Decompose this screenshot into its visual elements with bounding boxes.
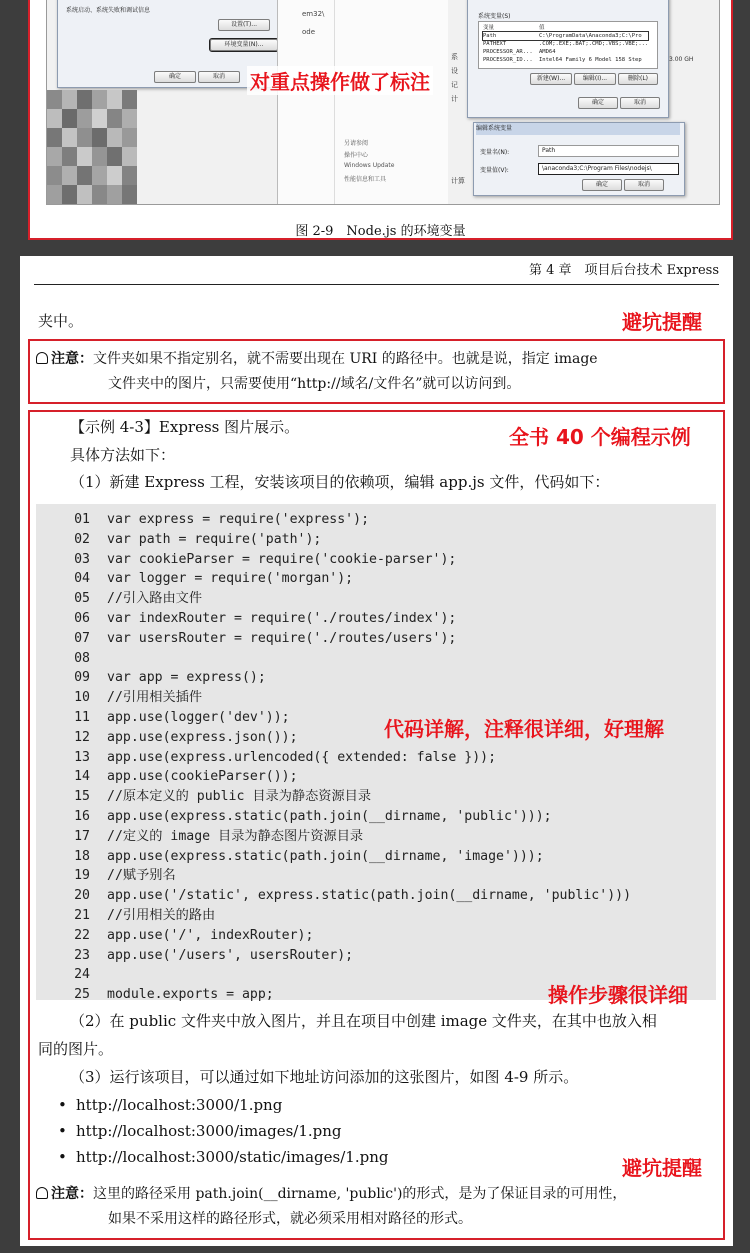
note-1 (36, 347, 720, 397)
cancel-button[interactable]: 取消 (624, 179, 664, 191)
line-number: 25 (74, 987, 90, 1003)
explorer-panel (277, 0, 448, 204)
url-item[interactable]: • http://localhost:3000/1.png (76, 1096, 282, 1114)
line-number: 21 (74, 908, 90, 923)
code-line (36, 629, 456, 649)
code-text: app.use('/', indexRouter); (107, 927, 314, 943)
note-line: 如果不采用这样的路径形式，就必须采用相对路径的形式。 (108, 1211, 472, 1227)
code-line (36, 827, 363, 847)
code-detail-annotation: 代码详解，注释很详细，好理解 (384, 717, 664, 741)
figure-page (28, 0, 733, 240)
step-1: （1）新建 Express 工程，安装该项目的依赖项，编辑 app.js 文件，代码如下： (70, 473, 610, 491)
env-row[interactable]: PROCESSOR_AR... AMD64 (483, 49, 556, 55)
new-button[interactable]: 新建(W)... (530, 73, 572, 85)
line-number: 23 (74, 947, 90, 963)
line-number: 20 (74, 888, 90, 904)
code-line (36, 748, 496, 768)
examples-annotation: 全书 40 个编程示例 (509, 425, 691, 449)
note-2 (36, 1182, 720, 1232)
delete-button[interactable]: 删除(L) (618, 73, 658, 85)
line-number: 03 (74, 551, 90, 567)
line-number: 12 (74, 729, 90, 745)
steps-annotation: 操作步骤很详细 (548, 983, 688, 1007)
code-text: //引入路由文件 (107, 591, 203, 607)
system-window-fragments: 系 设 记 计 计算 (451, 53, 465, 185)
col-val-header: 值 (539, 25, 545, 31)
var-name-field[interactable]: Path (538, 145, 679, 157)
method-text: 具体方法如下： (70, 446, 176, 464)
code-line (36, 649, 107, 669)
var-name-label: 变量名(N): (480, 149, 510, 156)
code-text: app.use(logger('dev')); (107, 710, 290, 725)
settings-button[interactable]: 设置(T)... (218, 19, 270, 31)
running-head: 第 4 章 项目后台技术 Express (34, 256, 719, 285)
code-text: var app = express(); (107, 670, 266, 686)
system-vars-title: 系统变量(S) (478, 13, 511, 20)
action-center-link[interactable]: 操作中心 (344, 152, 369, 159)
code-text: var usersRouter = require('./routes/users'); (107, 630, 457, 646)
see-also-list (344, 138, 394, 186)
code-text: app.use(express.static(path.join(__dirname, 'image'))); (107, 848, 544, 864)
code-line (36, 886, 631, 906)
code-text: //引用相关的路由 (107, 908, 216, 923)
code-line (36, 906, 215, 926)
bell-icon (36, 1187, 48, 1199)
book-page (20, 256, 733, 1246)
code-text: var express = require('express'); (107, 512, 370, 527)
url-item[interactable]: • http://localhost:3000/images/1.png (76, 1122, 342, 1140)
code-text: app.use(cookieParser()); (107, 769, 298, 785)
code-line (36, 668, 266, 688)
line-number: 19 (74, 868, 90, 884)
code-line (36, 946, 353, 966)
col-var-header: 变量 (483, 25, 495, 31)
line-number: 16 (74, 809, 90, 824)
code-text: app.use('/static', express.static(path.join(__dirname, 'public'))) (107, 888, 632, 904)
carry-over-text: 夹中。 (38, 312, 84, 330)
cancel-button[interactable]: 取消 (620, 97, 660, 109)
ok-button[interactable]: 确定 (154, 71, 196, 83)
code-line (36, 530, 321, 550)
line-number: 13 (74, 749, 90, 765)
bell-icon (36, 352, 48, 364)
note-line: 文件夹如果不指定别名，就不需要出现在 URI 的路径中。也就是说，指定 image (93, 351, 598, 367)
env-row-path[interactable]: Path C:\ProgramData\Anaconda3;C:\Pro (483, 32, 648, 40)
code-text: //定义的 image 目录为静态图片资源目录 (107, 828, 364, 844)
note-label: 注意： (51, 1186, 93, 1202)
code-line (36, 965, 107, 985)
performance-link[interactable]: 性能信息和工具 (344, 176, 387, 183)
code-text: //引用相关插件 (107, 690, 203, 706)
line-number: 04 (74, 571, 90, 587)
edit-button[interactable]: 编辑(I)... (574, 73, 616, 85)
line-number: 24 (74, 967, 90, 983)
screenshot-figure (46, 0, 720, 205)
code-text: var cookieParser = require('cookie-parser'); (107, 551, 457, 567)
env-vars-button[interactable]: 环境变量(N)... (210, 39, 278, 51)
code-text: var path = require('path'); (107, 531, 322, 547)
edit-system-variable-dialog (473, 122, 685, 196)
note-line: 文件夹中的图片，只需要使用“http://域名/文件名”就可以访问到。 (108, 376, 521, 392)
code-line (36, 688, 202, 708)
code-text: //原本定义的 public 目录为静态资源目录 (107, 789, 372, 805)
line-number: 17 (74, 828, 90, 844)
code-block (36, 504, 716, 1003)
code-text: //赋予别名 (107, 868, 176, 884)
step-2-line-2: 同的图片。 (38, 1040, 114, 1058)
step-3: （3）运行该项目，可以通过如下地址访问添加的这张图片，如图 4-9 所示。 (70, 1068, 579, 1086)
line-number: 05 (74, 591, 90, 607)
line-number: 15 (74, 789, 90, 805)
line-number: 09 (74, 670, 90, 686)
var-value-field[interactable]: \anaconda3;C:\Program Files\nodejs\ (538, 163, 679, 175)
pitfall-annotation: 避坑提醒 (622, 310, 702, 334)
code-line (36, 926, 313, 946)
code-text: var indexRouter = require('./routes/index'); (107, 611, 457, 626)
code-line (36, 985, 274, 1005)
line-number: 02 (74, 531, 90, 547)
code-text: app.use(express.json()); (107, 729, 298, 745)
code-line (36, 807, 552, 827)
windows-update-link[interactable]: Windows Update (344, 162, 395, 169)
line-number: 18 (74, 848, 90, 864)
code-line (36, 550, 456, 570)
line-number: 11 (74, 710, 90, 725)
figure-caption: 图 2-9 Node.js 的环境变量 (295, 224, 466, 239)
line-number: 06 (74, 611, 90, 626)
line-number: 10 (74, 690, 90, 706)
note-label: 注意： (51, 351, 93, 367)
cancel-button[interactable]: 取消 (198, 71, 240, 83)
code-line (36, 728, 298, 748)
code-text: app.use(express.static(path.join(__dirname, 'public'))); (107, 809, 552, 824)
code-text: app.use(express.urlencoded({ extended: false })); (107, 749, 497, 765)
line-number: 01 (74, 512, 90, 527)
see-also-heading: 另请参阅 (344, 140, 369, 147)
example-title: 【示例 4-3】Express 图片展示。 (70, 418, 300, 436)
system-vars-table (478, 21, 658, 69)
line-number: 14 (74, 769, 90, 785)
code-line (36, 708, 290, 728)
code-line (36, 589, 202, 609)
code-line (36, 609, 456, 629)
env-vars-dialog (467, 0, 669, 118)
code-text: module.exports = app; (107, 987, 274, 1003)
code-text: var logger = require('morgan'); (107, 571, 354, 587)
url-item[interactable]: • http://localhost:3000/static/images/1.png (76, 1148, 388, 1166)
env-row[interactable]: PATHEXT .COM;.EXE;.BAT;.CMD;.VBS;.VBE;... (483, 41, 649, 47)
code-line (36, 847, 544, 867)
line-number: 08 (74, 650, 90, 666)
code-line (36, 866, 176, 886)
cpu-fragment: 3.00 GH (669, 56, 694, 63)
code-line (36, 767, 298, 787)
code-line (36, 787, 371, 807)
code-line (36, 510, 369, 530)
edit-dialog-title: 编辑系统变量 (476, 123, 680, 135)
blurred-desktop-region (47, 90, 137, 204)
ok-button[interactable]: 确定 (582, 179, 622, 191)
ok-button[interactable]: 确定 (578, 97, 618, 109)
env-row[interactable]: PROCESSOR_ID... Intel64 Family 6 Model 158 Step (483, 57, 642, 63)
step-2-line-1: （2）在 public 文件夹中放入图片，并且在项目中创建 image 文件夹，在其中也放入相 (70, 1012, 657, 1030)
node-fragment: ode (302, 28, 316, 36)
note-line: 这里的路径采用 path.join(__dirname, 'public')的形式，是为了保证目录的可用性， (93, 1186, 627, 1202)
code-text: app.use('/users', usersRouter); (107, 947, 354, 963)
line-number: 07 (74, 630, 90, 646)
code-line (36, 569, 353, 589)
startup-text: 系统启动、系统失败和调试信息 (66, 7, 151, 14)
path-fragment: em32\ (302, 10, 325, 18)
pitfall-annotation-2: 避坑提醒 (622, 1156, 702, 1180)
highlight-annotation: 对重点操作做了标注 (247, 66, 433, 95)
line-number: 22 (74, 927, 90, 943)
var-value-label: 变量值(V): (480, 167, 509, 174)
